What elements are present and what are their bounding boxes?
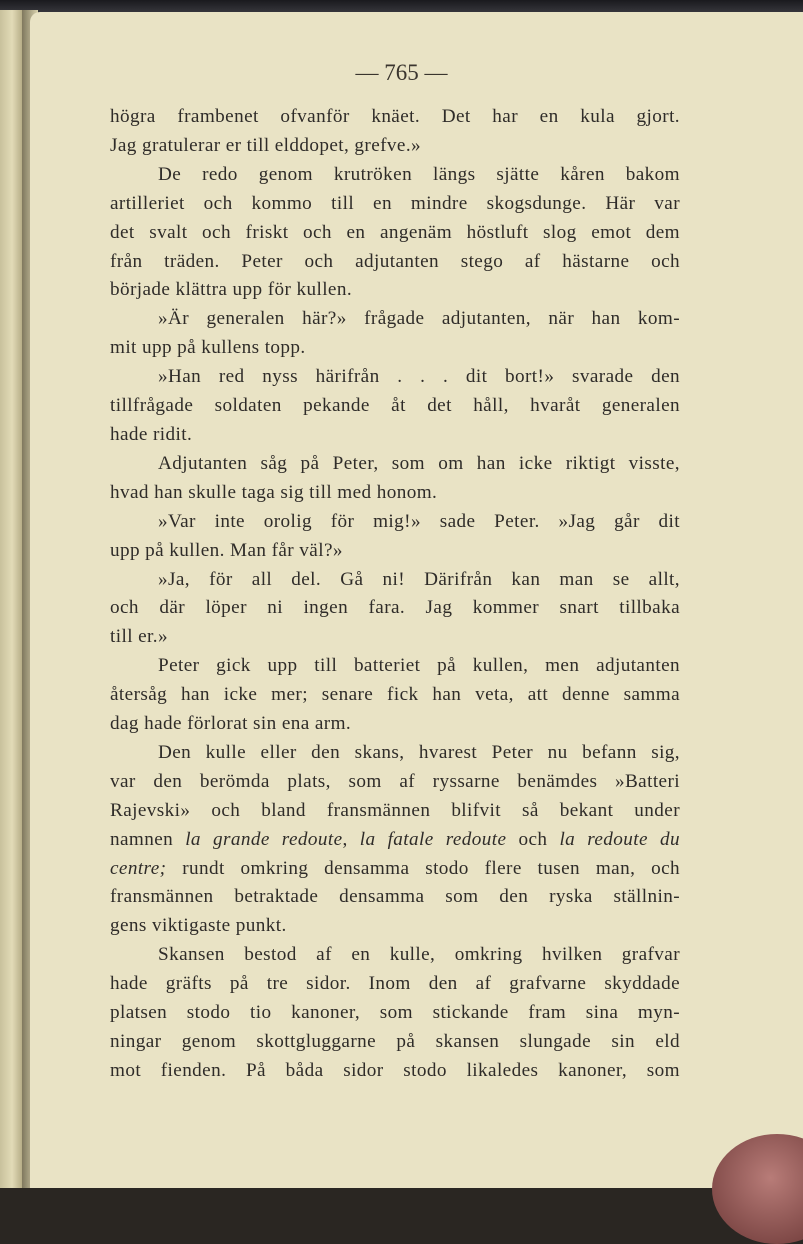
text-line: »Är generalen här?» frågade adjutanten, när han kom-	[158, 308, 680, 330]
italic-text: la redoute du	[559, 828, 680, 850]
text-line: De redo genom krutröken längs sjätte kåren bakom	[158, 163, 680, 185]
text-line: Skansen bestod af en kulle, omkring hvilken grafvar	[158, 944, 680, 966]
text-line: högra frambenet ofvanför knäet. Det har en kula gjort.	[110, 106, 680, 127]
text-segment: ,	[342, 828, 360, 850]
text-line: »Han red nyss härifrån . . . dit bort!» svarade den	[158, 366, 680, 388]
text-line: artilleriet och kommo till en mindre skogsdunge. Här var	[110, 192, 680, 214]
text-line	[110, 855, 680, 884]
body-text	[110, 103, 680, 1086]
text-line: dag hade förlorat sin ena arm.	[110, 713, 352, 735]
italic-text: la grande redoute	[185, 828, 343, 850]
text-line: mot fienden. På båda sidor stodo likaledes kanoner, som	[110, 1059, 680, 1081]
text-line: var den berömda plats, som af ryssarne benämdes »Batteri	[110, 770, 680, 792]
italic-text: la fatale redoute	[359, 828, 507, 850]
page-number: — 765 —	[355, 60, 448, 85]
book-spine	[0, 10, 22, 1188]
text-segment: och	[506, 828, 560, 850]
text-line: och där löper ni ingen fara. Jag kommer snart tillbaka	[110, 597, 680, 619]
text-line: Rajevski» och bland fransmännen blifvit så bekant under	[110, 799, 680, 821]
text-line: upp på kullen. Man får väl?»	[110, 539, 343, 561]
text-line: mit upp på kullens topp.	[110, 337, 306, 359]
text-line: gens viktigaste punkt.	[110, 915, 287, 937]
text-line: Jag gratulerar er till elddopet, grefve.»	[110, 134, 422, 156]
text-line: »Ja, för all del. Gå ni! Därifrån kan man se allt,	[158, 568, 680, 590]
text-line: hvad han skulle taga sig till med honom.	[110, 481, 438, 503]
text-line: Adjutanten såg på Peter, som om han icke riktigt visste,	[158, 452, 680, 474]
text-line: ningar genom skottgluggarne på skansen slungade sin eld	[110, 1031, 680, 1052]
text-line: tillfrågade soldaten pekande åt det håll, hvaråt generalen	[110, 395, 680, 417]
text-line	[110, 826, 680, 855]
text-line: Peter gick upp till batteriet på kullen, men adjutanten	[158, 655, 680, 677]
text-line: återsåg han icke mer; senare fick han veta, att denne samma	[110, 684, 680, 706]
text-segment: rundt omkring densamma stodo flere tusen man, och	[166, 857, 680, 879]
text-line: platsen stodo tio kanoner, som stickande fram sina myn-	[110, 1002, 680, 1024]
text-line: det svalt och friskt och en angenäm höstluft slog emot dem	[110, 221, 680, 243]
text-segment: namnen	[110, 828, 186, 850]
text-line: Den kulle eller den skans, hvarest Peter nu befann sig,	[158, 741, 680, 763]
text-line: hade gräfts på tre sidor. Inom den af grafvarne skyddade	[110, 973, 680, 995]
text-line: började klättra upp för kullen.	[110, 279, 353, 301]
text-line: fransmännen betraktade densamma som den ryska ställnin-	[110, 886, 680, 908]
text-line: från träden. Peter och adjutanten stego af hästarne och	[110, 250, 680, 272]
italic-text: centre;	[110, 857, 167, 879]
text-line: hade ridit.	[110, 423, 193, 445]
text-line: »Var inte orolig för mig!» sade Peter. »Jag går dit	[158, 510, 680, 532]
text-line: till er.»	[110, 626, 168, 648]
